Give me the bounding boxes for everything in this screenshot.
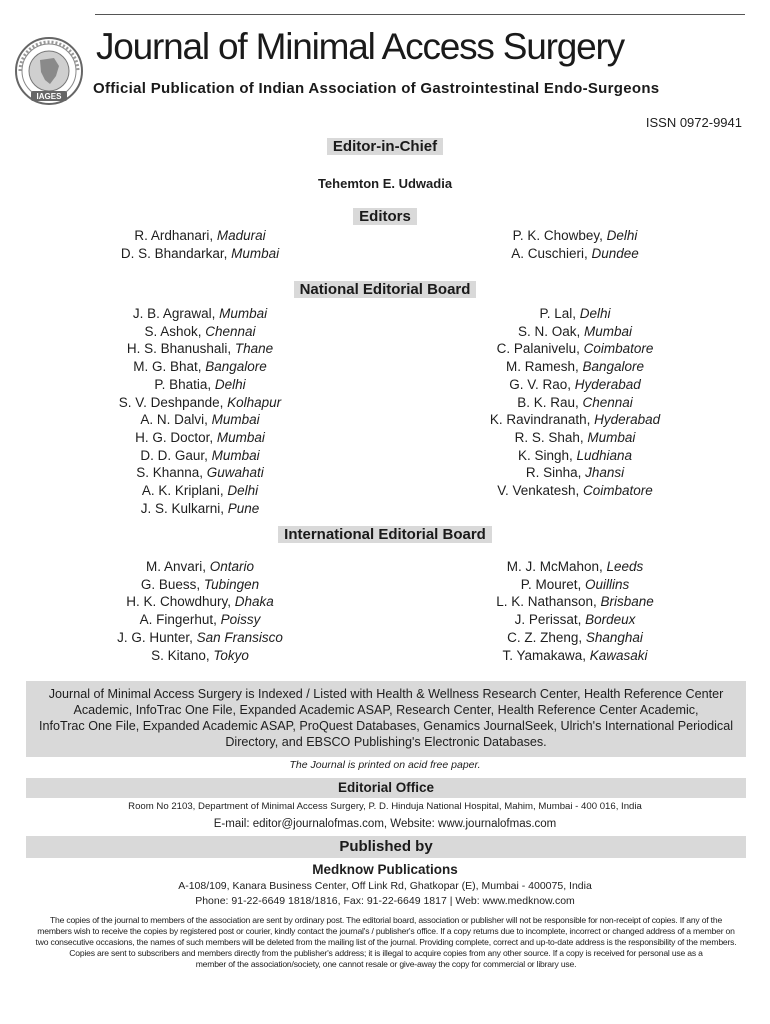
member-name: S. V. Deshpande,	[118, 394, 228, 410]
member-city: Bordeux	[585, 612, 636, 628]
member-city: Mumbai	[211, 447, 260, 463]
iages-logo	[14, 36, 84, 106]
board-member	[470, 323, 680, 341]
international-board-left-column	[96, 558, 304, 664]
board-member	[470, 411, 680, 429]
member-city: Tokyo	[213, 647, 249, 663]
member-name: L. K. Nathanson,	[496, 594, 601, 610]
member-name: P. Mouret,	[520, 576, 586, 592]
member-name: K. Ravindranath,	[489, 412, 595, 428]
member-city: Mumbai	[584, 323, 633, 339]
published-by-heading: Published by	[26, 836, 746, 858]
member-city: Madurai	[216, 228, 266, 243]
member-city: Leeds	[606, 559, 644, 574]
board-member	[470, 576, 680, 594]
member-city: Shanghai	[585, 629, 643, 645]
board-member	[96, 394, 304, 412]
member-name: B. K. Rau,	[517, 394, 583, 410]
journal-title: Journal of Minimal Access Surgery	[96, 26, 624, 67]
top-rule	[95, 14, 745, 15]
member-name: D. D. Gaur,	[140, 447, 212, 463]
editorial-office-address: Room No 2103, Department of Minimal Access Surgery, P. D. Hinduja National Hospital, Mahim, Mumbai - 400 016, India	[128, 801, 642, 812]
member-name: A. Fingerhut,	[139, 612, 221, 628]
member-name: J. B. Agrawal,	[132, 306, 220, 321]
member-name: H. G. Doctor,	[135, 429, 217, 445]
member-city: Hyderabad	[574, 376, 641, 392]
member-city: Delhi	[579, 306, 611, 321]
member-name: G. Buess,	[140, 576, 204, 592]
board-member	[96, 227, 304, 245]
member-city: Mumbai	[216, 429, 265, 445]
member-city: Poissy	[220, 612, 261, 628]
national-board-left-column	[96, 305, 304, 517]
board-member	[96, 411, 304, 429]
member-name: M. J. McMahon,	[506, 559, 607, 574]
board-member	[96, 429, 304, 447]
member-city: Delhi	[214, 376, 246, 392]
editors-heading: Editors	[0, 208, 770, 225]
issn: ISSN 0972-9941	[645, 115, 742, 130]
disclaimer-line: member of the association/society, one cannot resale or give-away the copy for commercial or library use.	[195, 959, 577, 969]
member-city: Mumbai	[231, 245, 280, 261]
board-member	[470, 340, 680, 358]
board-member	[470, 447, 680, 465]
board-member	[470, 629, 680, 647]
board-member	[470, 376, 680, 394]
member-name: J. G. Hunter,	[117, 629, 197, 645]
member-name: T. Yamakawa,	[502, 647, 590, 663]
member-name: S. Ashok,	[144, 323, 206, 339]
international-board-heading: International Editorial Board	[0, 526, 770, 543]
member-city: Tubingen	[203, 576, 260, 592]
board-member	[96, 447, 304, 465]
member-city: Guwahati	[206, 465, 264, 481]
board-member	[96, 305, 304, 323]
national-board-right-column	[470, 305, 680, 500]
board-member	[470, 558, 680, 576]
board-member	[96, 576, 304, 594]
indexing-line: Directory, and EBSCO Publishing's Electronic Databases.	[225, 735, 547, 749]
member-name: H. K. Chowdhury,	[126, 594, 235, 610]
member-city: Ouillins	[585, 576, 630, 592]
member-city: Brisbane	[600, 594, 654, 610]
editors-right-column	[470, 227, 680, 262]
member-city: Dundee	[591, 245, 639, 261]
member-city: Coimbatore	[583, 341, 654, 357]
editorial-office-heading: Editorial Office	[26, 778, 746, 798]
board-member	[96, 558, 304, 576]
member-city: Jhansi	[585, 465, 625, 481]
disclaimer	[26, 915, 746, 970]
board-member	[96, 629, 304, 647]
national-board-heading: National Editorial Board	[0, 281, 770, 298]
member-name: A. K. Kriplani,	[141, 483, 228, 499]
journal-subtitle: Official Publication of Indian Association of Gastrointestinal Endo-Surgeons	[93, 80, 660, 97]
member-city: Mumbai	[211, 412, 260, 428]
board-member	[96, 376, 304, 394]
logo-text: IAGES	[36, 92, 62, 101]
member-name: D. S. Bhandarkar,	[120, 245, 232, 261]
board-member	[96, 245, 304, 263]
member-city: Bangalore	[205, 359, 267, 375]
member-name: S. N. Oak,	[517, 323, 584, 339]
member-name: H. S. Bhanushali,	[126, 341, 235, 357]
member-name: J. Perissat,	[514, 612, 586, 628]
member-name: S. Kitano,	[151, 647, 214, 663]
publisher-name: Medknow Publications	[312, 862, 458, 877]
indexing-line: Academic, InfoTrac One File, Expanded Academic ASAP, Research Center, Health Reference Center Academic,	[73, 703, 699, 717]
board-member	[96, 358, 304, 376]
board-member	[96, 593, 304, 611]
board-member	[470, 429, 680, 447]
board-member	[470, 593, 680, 611]
board-member	[470, 305, 680, 323]
member-name: J. S. Kulkarni,	[140, 500, 228, 516]
board-member	[96, 323, 304, 341]
disclaimer-line: members wish to receive the copies by registered post or courier, kindly contact the journal's / publisher's office. If a copy returns due to incomplete, incorrect or changed address of a member on	[37, 926, 735, 936]
member-city: Hyderabad	[594, 412, 661, 428]
member-name: C. Z. Zheng,	[507, 629, 586, 645]
member-name: R. Ardhanari,	[134, 228, 217, 243]
member-name: K. Singh,	[517, 447, 577, 463]
publisher-contact: Phone: 91-22-6649 1818/1816, Fax: 91-22-6649 1817 | Web: www.medknow.com	[195, 895, 575, 907]
editors-left-column	[96, 227, 304, 262]
member-name: P. Bhatia,	[154, 376, 215, 392]
member-city: Chennai	[205, 323, 256, 339]
member-city: Mumbai	[587, 429, 636, 445]
international-board-right-column	[470, 558, 680, 664]
member-city: Bangalore	[582, 359, 645, 375]
member-city: Dhaka	[234, 594, 274, 610]
board-member	[96, 464, 304, 482]
member-name: A. Cuschieri,	[511, 245, 592, 261]
member-name: M. Ramesh,	[505, 359, 583, 375]
member-name: C. Palanivelu,	[496, 341, 584, 357]
board-member	[96, 482, 304, 500]
member-city: Thane	[234, 341, 274, 357]
member-name: R. Sinha,	[525, 465, 586, 481]
board-member	[470, 482, 680, 500]
publisher-address: A-108/109, Kanara Business Center, Off Link Rd, Ghatkopar (E), Mumbai - 400075, India	[178, 880, 592, 892]
disclaimer-line: The copies of the journal to members of the association are sent by ordinary post. The editorial board, association or publisher will not be responsible for non-receipt of copies. If any of the	[49, 915, 723, 925]
member-city: Delhi	[227, 483, 259, 499]
editor-in-chief-heading: Editor-in-Chief	[0, 138, 770, 155]
indexing-statement	[26, 681, 746, 757]
board-member	[470, 358, 680, 376]
member-name: A. N. Dalvi,	[140, 412, 212, 428]
board-member	[470, 647, 680, 665]
indexing-line: Journal of Minimal Access Surgery is Indexed / Listed with Health & Wellness Research Center, Health Reference Center	[48, 687, 724, 701]
member-city: Delhi	[606, 228, 638, 243]
member-name: M. G. Bhat,	[133, 359, 206, 375]
member-name: P. Lal,	[539, 306, 580, 321]
board-member	[96, 500, 304, 518]
board-member	[470, 394, 680, 412]
board-member	[96, 647, 304, 665]
member-name: S. Khanna,	[136, 465, 207, 481]
board-member	[470, 245, 680, 263]
board-member	[470, 464, 680, 482]
editor-in-chief-name: Tehemton E. Udwadia	[317, 176, 453, 191]
board-member	[470, 611, 680, 629]
indexing-line: InfoTrac One File, Expanded Academic ASAP, ProQuest Databases, Genamics JournalSeek, Ulrich's International Periodical	[38, 719, 733, 733]
disclaimer-line: two consecutive occasions, the names of such members will be deleted from the mailing list of the journal. Providing complete, correct and up-to-date address is the responsibility of the members.	[35, 937, 737, 947]
member-city: Coimbatore	[583, 483, 653, 499]
board-member	[96, 340, 304, 358]
member-city: Ludhiana	[576, 447, 633, 463]
member-city: San Fransisco	[196, 629, 283, 645]
editorial-office-contact: E-mail: editor@journalofmas.com, Website: www.journalofmas.com	[213, 818, 557, 830]
board-member	[96, 611, 304, 629]
disclaimer-line: Copies are sent to subscribers and members directly from the publisher's address; it is illegal to acquire copies from any other source. If a copy is received for personal use as a	[69, 948, 703, 958]
member-name: R. S. Shah,	[514, 429, 588, 445]
member-name: M. Anvari,	[145, 559, 210, 574]
member-city: Kawasaki	[589, 647, 648, 663]
member-city: Pune	[227, 500, 260, 516]
member-city: Chennai	[582, 394, 633, 410]
member-name: G. V. Rao,	[509, 376, 575, 392]
acid-free-note: The Journal is printed on acid free paper.	[289, 759, 481, 771]
member-name: V. Venkatesh,	[497, 483, 584, 499]
member-name: P. K. Chowbey,	[512, 228, 607, 243]
member-city: Kolhapur	[227, 394, 282, 410]
member-city: Ontario	[209, 559, 255, 574]
board-member	[470, 227, 680, 245]
member-city: Mumbai	[219, 306, 268, 321]
